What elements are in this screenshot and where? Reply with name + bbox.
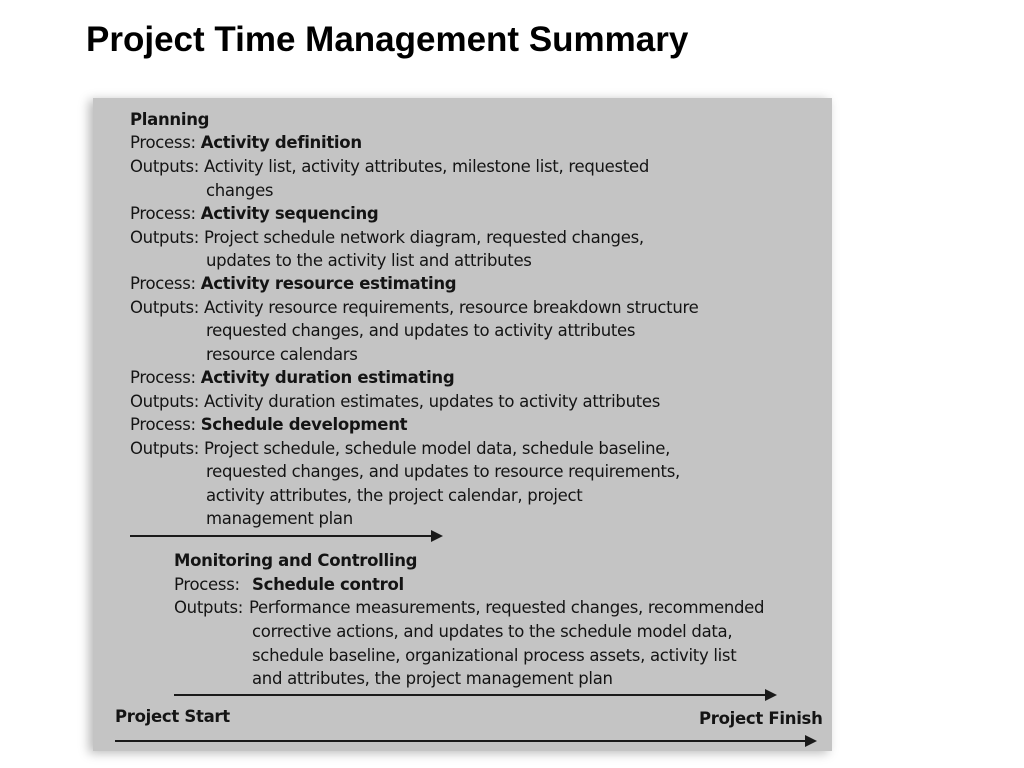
monitoring-arrow (174, 689, 777, 701)
outputs-continuation: management plan (206, 509, 353, 528)
outputs-continuation: requested changes, and updates to resource requirements, (206, 462, 680, 481)
planning-heading: Planning (130, 110, 210, 129)
monitoring-outputs-line: and attributes, the project management plan (252, 669, 613, 688)
monitoring-process-name: Schedule control (252, 575, 404, 594)
process-line: Process: Schedule development (130, 415, 408, 434)
outputs-line: Outputs: Activity resource requirements, resource breakdown structure (130, 298, 699, 317)
process-name: Activity definition (200, 133, 362, 152)
monitoring-outputs-line: Performance measurements, requested changes, recommended (249, 598, 765, 617)
project-start-label: Project Start (115, 707, 230, 726)
planning-arrow (130, 530, 443, 542)
process-name: Activity resource estimating (200, 274, 457, 293)
project-timeline-arrow (115, 735, 817, 747)
process-line: Process: Activity resource estimating (130, 274, 457, 293)
monitoring-outputs-line: schedule baseline, organizational process assets, activity list (252, 646, 737, 665)
process-name: Activity duration estimating (200, 368, 455, 387)
process-line: Process: Activity definition (130, 133, 362, 152)
monitoring-process-label: Process: (174, 575, 240, 594)
outputs-continuation: activity attributes, the project calendar, project (206, 486, 583, 505)
summary-panel (93, 98, 832, 751)
process-line: Process: Activity sequencing (130, 204, 379, 223)
outputs-line: Outputs: Activity list, activity attributes, milestone list, requested (130, 157, 650, 176)
outputs-continuation: resource calendars (206, 345, 358, 364)
outputs-continuation: requested changes, and updates to activity attributes (206, 321, 636, 340)
outputs-line: Outputs: Project schedule network diagram, requested changes, (130, 228, 644, 247)
monitoring-heading: Monitoring and Controlling (174, 551, 418, 570)
page-title: Project Time Management Summary (86, 20, 689, 59)
outputs-line: Outputs: Activity duration estimates, updates to activity attributes (130, 392, 661, 411)
process-name: Activity sequencing (200, 204, 379, 223)
monitoring-outputs-label: Outputs: (174, 598, 244, 617)
monitoring-outputs-line: corrective actions, and updates to the schedule model data, (252, 622, 733, 641)
process-line: Process: Activity duration estimating (130, 368, 455, 387)
project-finish-label: Project Finish (699, 709, 823, 728)
outputs-continuation: changes (206, 181, 274, 200)
outputs-line: Outputs: Project schedule, schedule model data, schedule baseline, (130, 439, 671, 458)
process-name: Schedule development (200, 415, 408, 434)
outputs-continuation: updates to the activity list and attributes (206, 251, 532, 270)
